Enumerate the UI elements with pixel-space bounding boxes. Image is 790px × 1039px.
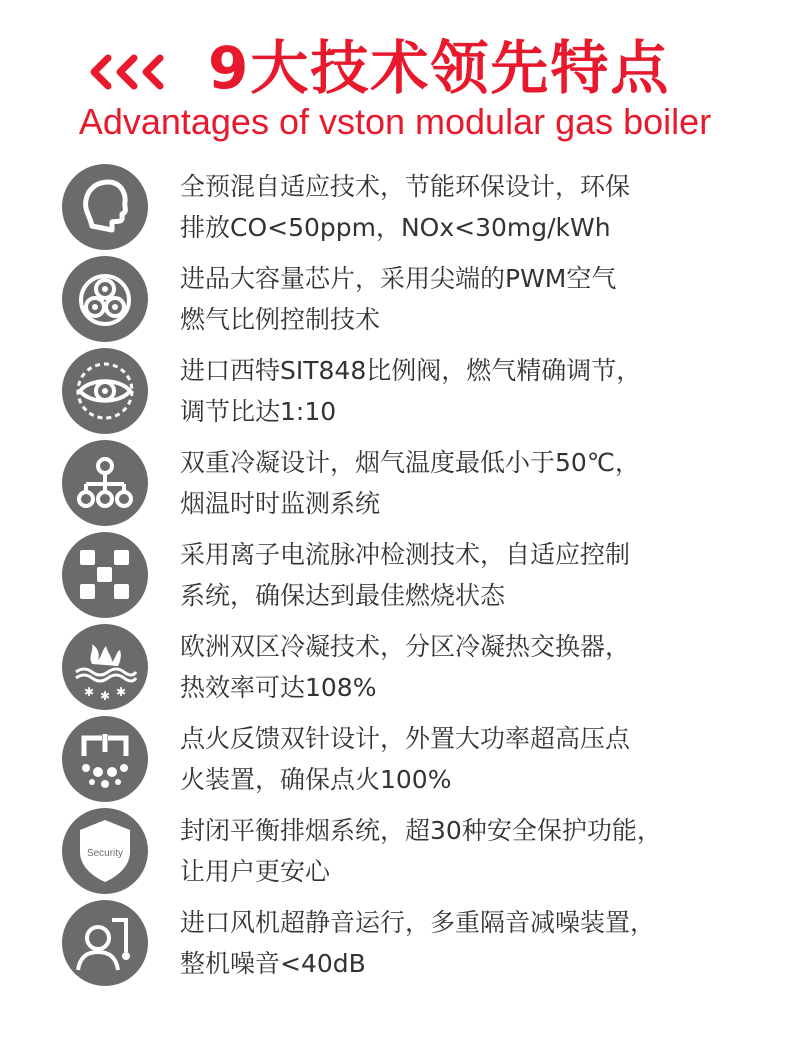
security-label: Security [86, 848, 124, 859]
page-title: 9大技术领先特点 [208, 34, 671, 102]
network-tree-icon [62, 440, 148, 526]
feature-item [0, 896, 790, 988]
feature-text: 进口风机超静音运行，多重隔音减噪装置， 整机噪音<40dB [180, 908, 656, 978]
person-silence-icon [62, 900, 148, 986]
ignition-spark-icon [62, 716, 148, 802]
page-subtitle: Advantages of vston modular gas boiler [78, 101, 712, 142]
checker-blocks-icon [62, 532, 148, 618]
feature-text: 进口西特SIT848比例阀，燃气精确调节， 调节比达1:10 [180, 356, 642, 426]
feature-text: 欧洲双区冷凝技术，分区冷凝热交换器， 热效率可达108% [180, 632, 631, 702]
feature-text: 点火反馈双针设计，外置大功率超高压点 火装置，确保点火100% [180, 724, 631, 794]
feature-text: 全预混自适应技术，节能环保设计，环保 排放CO<50ppm，NOx<30mg/kWh [180, 172, 631, 242]
head-profile-icon [62, 164, 148, 250]
chevron-left-icon [82, 52, 174, 92]
svg-text:✱: ✱ [84, 685, 95, 699]
feature-text: 进品大容量芯片，采用尖端的PWM空气 燃气比例控制技术 [180, 264, 617, 334]
feature-item [0, 252, 790, 344]
flame-snow-icon [62, 624, 148, 710]
feature-item [0, 160, 790, 252]
feature-item [0, 620, 790, 712]
feature-item [0, 344, 790, 436]
feature-item [0, 804, 790, 896]
feature-item [0, 436, 790, 528]
header [0, 0, 790, 150]
feature-text: 封闭平衡排烟系统，超30种安全保护功能， 让用户更安心 [180, 816, 662, 886]
eye-gear-icon [62, 348, 148, 434]
svg-text:✱: ✱ [116, 685, 127, 699]
security-shield-icon [62, 808, 148, 894]
svg-text:✱: ✱ [100, 689, 111, 703]
feature-item [0, 712, 790, 804]
feature-item [0, 528, 790, 620]
feature-text: 双重冷凝设计，烟气温度最低小于50℃， 烟温时时监测系统 [180, 448, 640, 518]
feature-text: 采用离子电流脉冲检测技术，自适应控制 系统，确保达到最佳燃烧状态 [180, 540, 631, 610]
chip-cluster-icon [62, 256, 148, 342]
